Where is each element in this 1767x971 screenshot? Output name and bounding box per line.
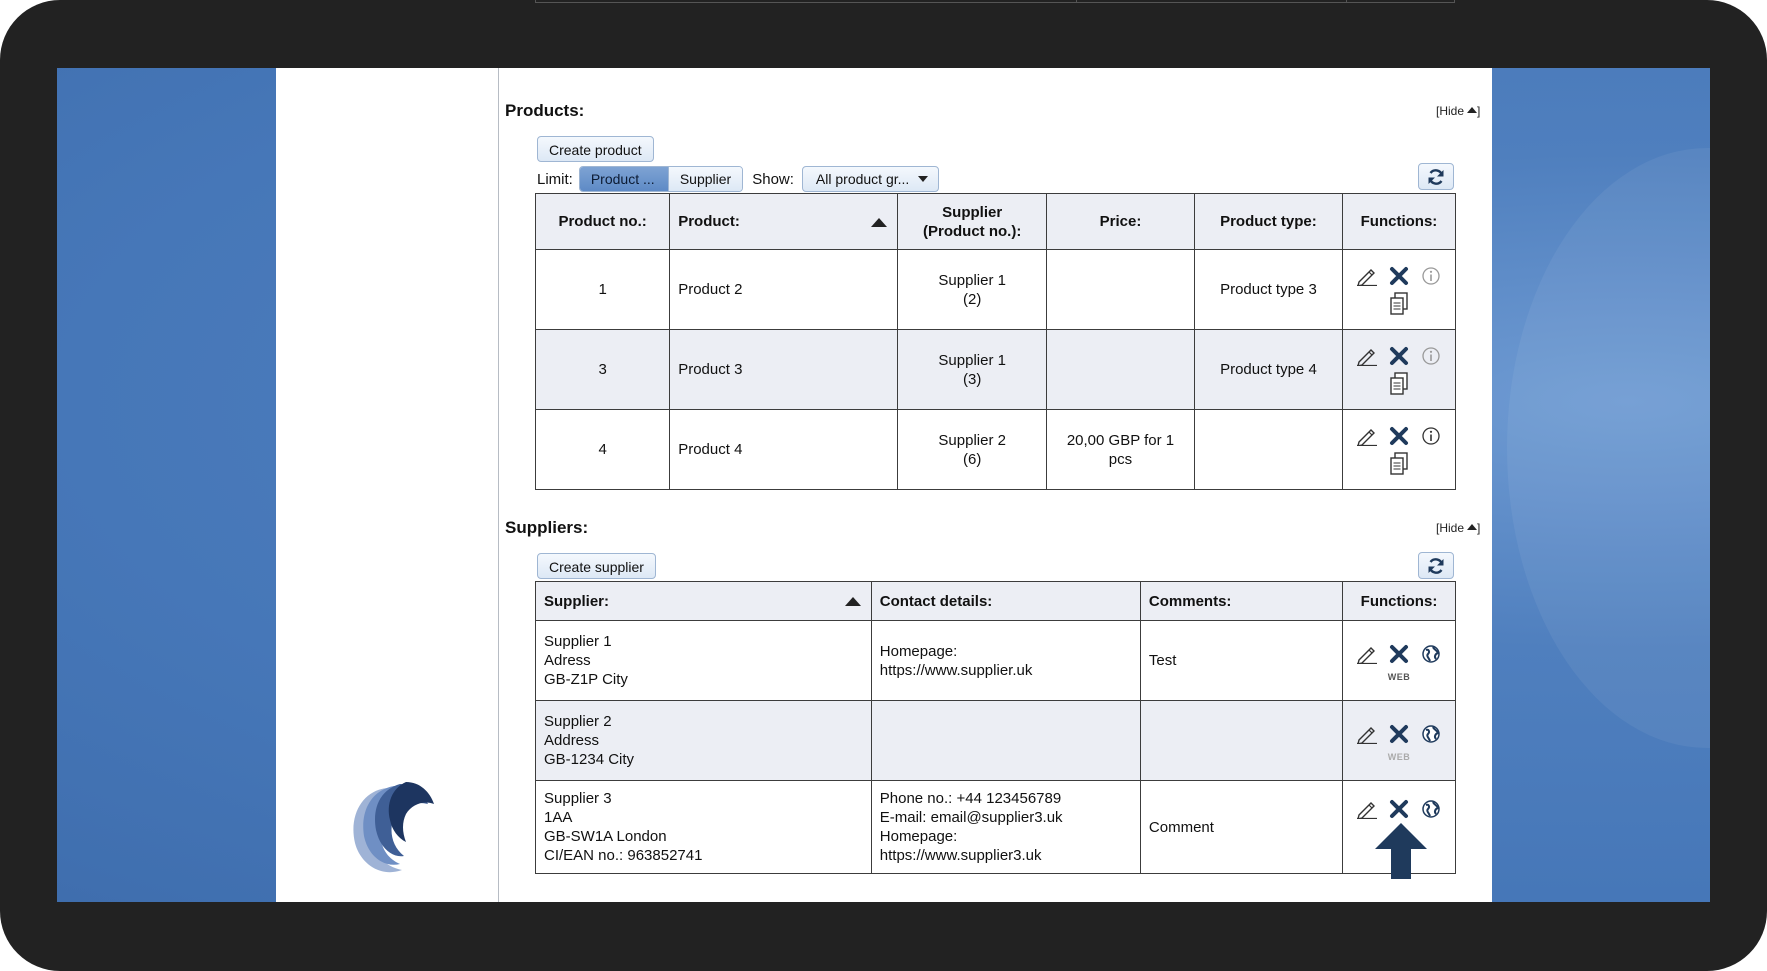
supplier-cell: [898, 250, 1047, 330]
price-line-1: 20,00 GBP for 1: [1066, 431, 1175, 449]
delete-icon[interactable]: [1383, 640, 1415, 668]
column-header-contact[interactable]: Contact details:: [871, 582, 1140, 621]
limit-segmented-control: [579, 166, 743, 192]
contact-cell: [871, 621, 1140, 701]
supplier-city: GB-Z1P City: [544, 671, 628, 688]
supplier-ean: CI/EAN no.: 963852741: [544, 847, 703, 864]
sidebar: [276, 68, 499, 902]
supplier-city: GB-SW1A London: [544, 828, 667, 845]
supplier-street: 1AA: [544, 809, 573, 826]
column-header-product-type[interactable]: Product type:: [1194, 194, 1342, 250]
functions-cell: [1342, 410, 1455, 490]
supplier-name: Supplier 2: [938, 431, 1006, 449]
supplier-product-no: (6): [963, 450, 982, 468]
column-header-product-label: Product:: [678, 213, 740, 230]
contact-line: E-mail: email@supplier3.uk: [879, 809, 1063, 826]
products-section-title: Products:: [505, 101, 585, 120]
product-type-cell: [1194, 410, 1342, 490]
edit-icon[interactable]: [1351, 422, 1383, 450]
copy-icon[interactable]: [1383, 290, 1415, 318]
supplier-name: Supplier 1: [544, 633, 612, 650]
copy-icon[interactable]: [1383, 450, 1415, 478]
products-hide-link[interactable]: [Hide ]: [1436, 104, 1481, 118]
table-row: [536, 410, 1456, 490]
product-name-cell: Product 2: [670, 250, 898, 330]
table-row: [536, 330, 1456, 410]
functions-cell: [1342, 701, 1455, 781]
column-header-functions: Functions:: [1342, 194, 1455, 250]
product-type-cell: Product type 4: [1194, 330, 1342, 410]
web-label[interactable]: WEB: [1387, 671, 1411, 682]
contact-line: https://www.supplier3.uk: [879, 847, 1042, 864]
company-logo: [320, 758, 452, 890]
comment-cell: Comment: [1140, 781, 1342, 874]
sort-ascending-icon: [845, 597, 861, 606]
info-icon[interactable]: [1415, 342, 1447, 370]
supplier-street: Address: [544, 732, 600, 749]
web-label: WEB: [1387, 751, 1411, 762]
create-product-button[interactable]: Create product: [537, 136, 654, 162]
functions-cell: [1342, 330, 1455, 410]
collapse-up-icon: [1467, 524, 1477, 530]
limit-option-supplier[interactable]: Supplier: [668, 167, 742, 191]
functions-cell: [1342, 250, 1455, 330]
info-icon[interactable]: [1415, 422, 1447, 450]
products-hide-label: [Hide: [1436, 104, 1465, 118]
suppliers-hide-label: [Hide: [1436, 521, 1465, 535]
column-header-supplier[interactable]: [536, 582, 872, 621]
suppliers-section-title: Suppliers:: [505, 518, 589, 537]
product-name-cell: Product 3: [670, 330, 898, 410]
supplier-name: Supplier 1: [938, 271, 1006, 289]
contact-line: Phone no.: +44 123456789: [879, 790, 1062, 807]
delete-icon[interactable]: [1383, 262, 1415, 290]
price-cell: [1047, 410, 1195, 490]
refresh-icon: [1426, 167, 1446, 187]
column-header-comments[interactable]: Comments:: [1140, 582, 1342, 621]
contact-line: Homepage:: [879, 828, 958, 845]
supplier-name: Supplier 2: [544, 713, 612, 730]
products-refresh-button[interactable]: [1418, 163, 1454, 190]
supplier-name: Supplier 1: [938, 351, 1006, 369]
product-name-cell: Product 4: [670, 410, 898, 490]
previous-table-edge: [535, 0, 1454, 4]
table-row: [536, 781, 1456, 874]
supplier-address-cell: [536, 621, 872, 701]
edit-icon[interactable]: [1351, 795, 1383, 823]
functions-cell: [1342, 621, 1455, 701]
refresh-icon: [1426, 556, 1446, 576]
column-header-supplier-label: Supplier (Product no.):: [923, 203, 1022, 240]
column-header-functions: Functions:: [1342, 582, 1455, 621]
product-group-value: All product gr...: [815, 171, 910, 187]
delete-icon[interactable]: [1383, 720, 1415, 748]
product-no-cell: 4: [536, 410, 670, 490]
supplier-product-no: (3): [963, 370, 982, 388]
edit-icon[interactable]: [1351, 262, 1383, 290]
price-line-2: pcs: [1108, 450, 1133, 468]
copy-icon[interactable]: [1383, 370, 1415, 398]
supplier-street: Adress: [544, 652, 591, 669]
globe-icon[interactable]: [1415, 640, 1447, 668]
supplier-city: GB-1234 City: [544, 751, 635, 768]
products-table: [535, 193, 1456, 490]
suppliers-table: [535, 581, 1456, 874]
price-cell: [1047, 250, 1195, 330]
price-cell: [1047, 330, 1195, 410]
edit-icon[interactable]: [1351, 342, 1383, 370]
edit-icon[interactable]: [1351, 640, 1383, 668]
contact-cell: [871, 781, 1140, 874]
product-no-cell: 1: [536, 250, 670, 330]
supplier-address-cell: [536, 701, 872, 781]
delete-icon[interactable]: [1383, 795, 1415, 823]
supplier-address-cell: [536, 781, 872, 874]
collapse-up-icon: [1467, 107, 1477, 113]
edit-icon[interactable]: [1351, 720, 1383, 748]
supplier-product-no: (2): [963, 290, 982, 308]
globe-icon[interactable]: [1415, 720, 1447, 748]
globe-icon[interactable]: [1415, 795, 1447, 823]
table-row: [536, 250, 1456, 330]
product-no-cell: 3: [536, 330, 670, 410]
suppliers-hide-link[interactable]: [Hide ]: [1436, 521, 1481, 535]
product-group-select[interactable]: [802, 166, 939, 192]
comment-cell: Test: [1140, 621, 1342, 701]
product-type-cell: Product type 3: [1194, 250, 1342, 330]
column-header-supplier[interactable]: [898, 194, 1047, 250]
create-supplier-button[interactable]: Create supplier: [537, 553, 656, 579]
table-row: [536, 701, 1456, 781]
chevron-down-icon: [918, 176, 928, 182]
suppliers-refresh-button[interactable]: [1418, 552, 1454, 579]
suppliers-header-row: [536, 582, 1456, 621]
comment-cell: [1140, 701, 1342, 781]
column-header-product-no[interactable]: Product no.:: [536, 194, 670, 250]
delete-icon[interactable]: [1383, 422, 1415, 450]
supplier-cell: [898, 330, 1047, 410]
contact-line: Homepage:: [879, 642, 958, 660]
sort-ascending-icon: [871, 218, 887, 227]
table-row: [536, 621, 1456, 701]
column-header-supplier-label: Supplier:: [544, 592, 610, 610]
info-icon[interactable]: [1415, 262, 1447, 290]
products-filter-bar: [537, 166, 939, 192]
contact-line: https://www.supplier.uk: [879, 661, 1033, 679]
supplier-cell: [898, 410, 1047, 490]
products-header-row: [536, 194, 1456, 250]
supplier-name: Supplier 3: [544, 790, 612, 807]
contact-cell: [871, 701, 1140, 781]
pointer-arrow: [1375, 823, 1427, 879]
column-header-product[interactable]: [670, 194, 898, 250]
show-label: Show:: [752, 170, 794, 188]
limit-label: Limit:: [537, 170, 573, 188]
delete-icon[interactable]: [1383, 342, 1415, 370]
limit-option-product[interactable]: Product ...: [580, 167, 668, 191]
column-header-price[interactable]: Price:: [1047, 194, 1195, 250]
